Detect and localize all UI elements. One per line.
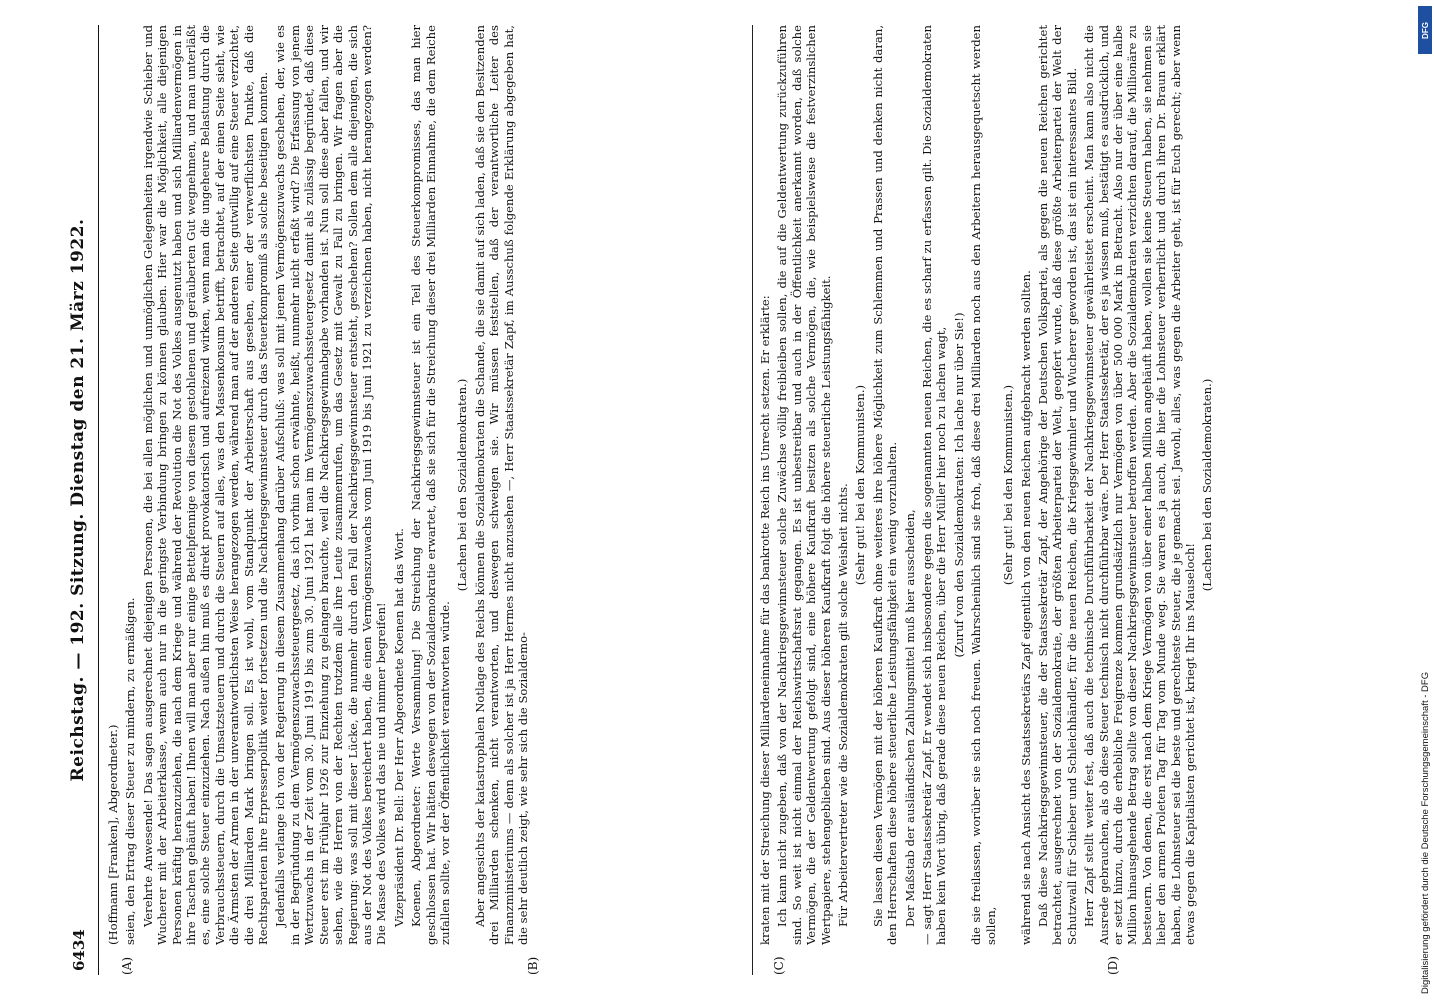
quotation: Ich kann nicht zugeben, daß von der Nachkriegsgewinnsteuer solche Zuwächse völlig freibleiben sollen, die auf die Geldentwertung zurückzuführen sind. So weit ist nicht einmal der Reichswirtschaftsrat gegangen. Es ist unbestreitbar und auch in der Öffentlichkeit anerkannt worden, daß solche Vermögen, die der Geldentwertung gefolgt sind, eine höhere Kaufkraft besitzen als solche Vermögen, die, wie beispielsweise die festverzinslichen Wertpapiere, stehengeblieben sind. Aus dieser höheren Kaufkraft folgt die höhere steuerliche Leistungsfähigkeit.	[775, 25, 833, 945]
paragraph: Herr Zapf stellt weiter fest, daß auch die technische Durchführbarkeit der Nachkriegsgewinnsteuer gewährleistet erscheint. Man kann also nicht die Ausrede gebrauchen, als ob diese Steuer technisch nicht durchführbar wäre. Der Herr Staatssekretär, der es ja wissen muß, bestätigt es ausdrücklich, und er setzt hinzu, durch die erhebliche Freigrenze kommen grundsätzlich nur Vermögen von über 500 000 Mark in Betracht. Also nur der über eine halbe Million hinausgehende Betrag sollte von dieser Nachkriegsgewinnsteuer betroffen werden. Aber die Sozialdemokraten verzichten darauf, die Millionäre zu besteuern. Von denen, die erst nach dem Kriege Vermögen von über einer halben Million angehäuft haben, wollen sie keine Steuern haben, sie nehmen sie lieber den armen Proleten Tag für Tag vom Munde weg. Sie waren es ja auch, die hier die Lohnsteuer verherrlicht und durch ihren Dr. Braun erklärt haben, die Lohnsteuer sei die beste und gerechteste Steuer, die je gemacht sei. Jawohl, alles, was gegen die Arbeiter geht, ist für Euch gerecht; aber wenn etwas gegen die Kapitalisten gerichtet ist, kriegt Ihr ins Mauseloch!	[1082, 25, 1197, 945]
interjection: (Zuruf von den Sozialdemokraten: Ich lache nur über Sie!)	[951, 312, 966, 658]
interjection: (Sehr gut! bei den Kommunisten.)	[1001, 384, 1016, 586]
digitization-note: Digitalisierung gefördert durch die Deutsche Forschungsgemeinschaft - DFG	[1420, 671, 1431, 994]
paragraph: Jedenfalls verlange ich von der Regierung in diesem Zusammenhang darüber Aufschluß: was soll mit jenem Vermögenszuwachs geschehen, der, wie es in der Begründung zu dem Vermögenszuwachssteuergesetz, das ich vorhin schon erwähnte, heißt, nunmehr nicht erfaßt wird? Die Erfassung von jenem Wertzuwachs in der Zeit vom 30. Juni 1919 bis zum 30. Juni 1921 hat man im Vermögenszuwachssteuergesetz damit als zulässig begründet, daß diese Steuer erst im Frühjahr 1926 zur Einziehung zu gelangen brauchte, weil die Nachkriegsgewinnabgabe vorhanden ist. Nun soll diese aber fallen, und wir sehen, wie die Herren von der Rechten trotzdem alle ihre Leute zusammenrufen, um das Gesetz mit Gewalt zu Fall zu bringen. Wir fragen aber die Regierung: was soll mit dieser Lücke, die nunmehr durch den Fall der Nachkriegsgewinnsteuer entsteht, geschehen? Sollen dem alle diejenigen, die sich aus der Not des Volkes bereichert haben, die einen Vermögenszuwachs vom Juni 1919 bis Juni 1921 zu verzeichnen haben, nicht herangezogen werden? Die Masse des Volkes wird das nie und nimmer begreifen!	[273, 25, 389, 945]
interjection: (Sehr gut! bei den Kommunisten.)	[853, 384, 868, 586]
margin-letter-b: (B)	[526, 956, 540, 975]
paragraph: Daß diese Nachkriegsgewinnsteuer, die der Staatssekretär Zapf, der Angehörige der Deutschen Volkspartei, als gegen die neuen Reichen gerichtet betrachtet, ausgerechnet von der Sozialdemokratie, der größten Arbeiterpartei der Welt, geopfert wurde, daß diese größte Arbeiterpartei der Welt der Schutzwall für Schieber und Schleichhändler, für die neuen Reichen, die Kriegsgewinnler und Wucherer geworden ist, das ist ein interessantes Bild.	[1035, 25, 1079, 945]
interjection: (Lachen bei den Sozialdemokraten.)	[1200, 378, 1215, 592]
paragraph: Verehrte Anwesende! Das sagen ausgerechnet diejenigen Personen, die bei allen möglichen und unmöglichen Gelegenheiten irgendwie Schieber und Wucherer mit der Arbeiterklasse, wenn auch nur in die geringste Verbindung bringen zu können glauben. Hier war die Möglichkeit, alle diejenigen Personen kräftig heranzuziehen, die nach dem Kriege und während der Revolution die Not des Volkes ausgenutzt haben und sich Milliardenvermögen in ihre Taschen gehäuft haben! Ihnen will man aber nur einige Bettelpfennige von diesem gestohlenen und geräuberten Gut wegnehmen, und man unterläßt es, eine solche Steuer einzuziehen. Nach außen hin muß es direkt provokatorisch und aufreizend wirken, wenn man die ungeheure Belastung durch die Verbrauchssteuern, durch die Umsatzsteuern und durch die Steuern auf alles, was den Massenkonsum betrifft, betrachtet, auf der einen Seite sieht, wie die Ärmsten der Armen in der unverantwortlichsten Weise herangezogen werden, während man auf der anderen Seite gutwillig auf eine Steuer verzichtet, die drei Milliarden Mark bringen soll. Es ist wohl, vom Standpunkt der Arbeiterschaft aus gesehen, einer der verwerflichsten Punkte, daß die Rechtsparteien ihre Erpresserpolitik weiter fortsetzen und die Nachkriegsgewinnsteuer durch das Steuerkompromiß als solche beseitigen konnten.	[140, 25, 271, 945]
quotation: Der Maßstab der ausländischen Zahlungsmittel muß hier ausscheiden,	[902, 509, 917, 927]
margin-letter-d: (D)	[1106, 956, 1120, 975]
interjection: (Lachen bei den Sozialdemokraten.)	[455, 378, 470, 592]
paragraph: — sagt Herr Staatssekretär Zapf. Er wendet sich insbesondere gegen die sogenannten neuen Reichen, die es scharf zu erfassen gilt. Die Sozialdemokraten haben kein Wort übrig, daß gerade diese neuen Reichen, über die Herr Müller hier noch zu lachen wagt,	[920, 25, 949, 945]
text-columns	[106, 25, 1396, 975]
running-head	[64, 25, 99, 975]
paragraph: kraten mit der Streichung dieser Milliardeneinnahme für das bankrotte Reich ins Unrecht setzen. Er erklärte:	[758, 295, 772, 945]
margin-letter-a: (A)	[120, 956, 134, 975]
dfg-logo-text: DFG	[1420, 21, 1430, 39]
paragraph: seien, den Ertrag dieser Steuer zu mindern, zu ermäßigen.	[123, 597, 138, 945]
paragraph: die sie freilassen, worüber sie sich noch freuen. Wahrscheinlich sind sie froh, daß diese drei Milliarden noch aus den Arbeitern herausgequetscht werden sollen,	[969, 25, 998, 945]
header-title: Reichstag. — 192. Sitzung. Dienstag den 21. März 1922.	[68, 218, 88, 782]
paragraph: Sie lassen diesen Vermögen mit der höheren Kaufkraft ohne weiteres ihre höhere Möglichkeit zum Schlemmen und Prassen und denken nicht daran, den Herrschaften diese höhere steuerliche Leistungsfähigkeit ein wenig vorzuhalten.	[870, 25, 900, 945]
column-left	[106, 25, 746, 945]
column-divider	[752, 25, 753, 975]
continuation-marker: (Hoffmann [Franken], Abgeordneter.)	[106, 724, 120, 945]
paragraph: Aber angesichts der katastrophalen Notlage des Reichs können die Sozialdemokraten die Schande, die sie damit auf sich laden, daß sie den Besitzenden drei Milliarden schenken, nicht verantworten, und deswegen schweigen sie. Wir müssen feststellen, daß der verantwortliche Leiter des Finanzministeriums — denn als solcher ist ja Herr Hermes nicht anzusehen —, Herr Staatssekretär Zapf, im Ausschuß folgende Erklärung abgegeben hat, die sehr deutlich zeigt, wie sehr sich die Sozialdemo-	[472, 25, 530, 945]
paragraph: Für Arbeitervertreter wie die Sozialdemokraten gilt solche Weisheit nichts.	[836, 483, 851, 927]
speaker-paragraph: Vizepräsident Dr. Bell: Der Herr Abgeordnete Koenen hat das Wort.	[391, 528, 406, 927]
paragraph: während sie nach Ansicht des Staatssekretärs Zapf eigentlich von den neuen Reichen aufgebracht werden sollten.	[1018, 270, 1033, 945]
speaker-paragraph: Koenen, Abgeordneter: Werte Versammlung! Die Streichung der Nachkriegsgewinnsteuer ist ein Teil des Steuerkompromisses, das man hier geschlossen hat. Wir hätten deswegen von der Sozialdemokratie erwartet, daß sie sich für die Streichung dieser drei Milliarden Einnahme, die dem Reiche zufallen sollte, vor der Öffentlichkeit verantworten würde.	[409, 25, 452, 945]
margin-letter-c: (C)	[772, 956, 786, 975]
rotated-document-page	[64, 25, 1404, 975]
column-right	[758, 25, 1398, 945]
page-number: 6434	[70, 929, 88, 971]
